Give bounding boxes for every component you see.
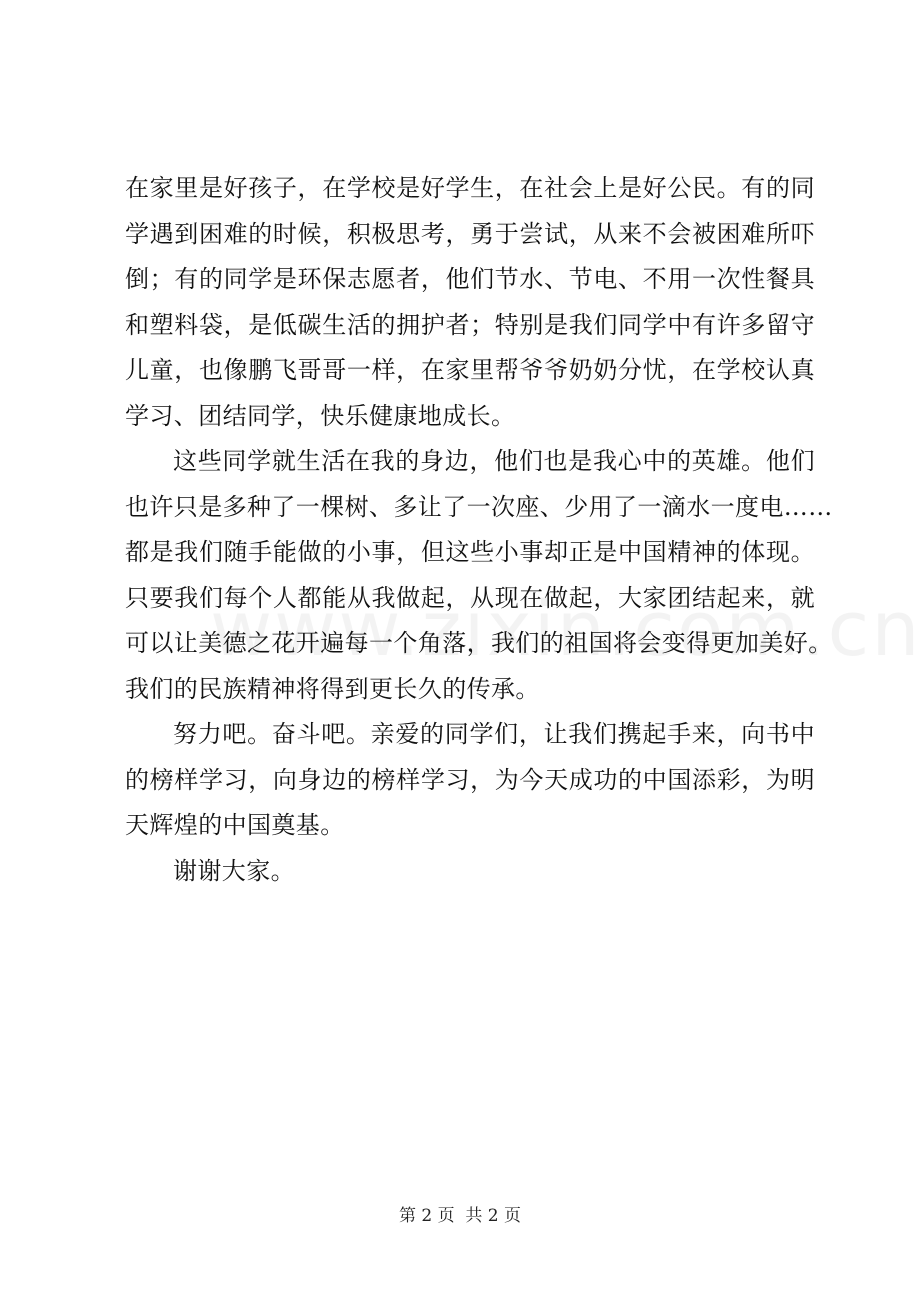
text-line: 也许只是多种了一棵树、多让了一次座、少用了一滴水一度电…… bbox=[125, 492, 833, 521]
text-line: 天辉煌的中国奠基。 bbox=[125, 811, 345, 839]
paragraph-1 bbox=[125, 166, 815, 439]
text-line: 谢谢大家。 bbox=[173, 856, 295, 885]
text-line: 和塑料袋，是低碳生活的拥护者；特别是我们同学中有许多留守 bbox=[125, 310, 815, 339]
text-line: 这些同学就生活在我的身边，他们也是我心中的英雄。他们 bbox=[173, 447, 815, 475]
paragraph-2 bbox=[125, 439, 833, 712]
text-line: 学遇到困难的时候，积极思考，勇于尝试，从来不会被困难所吓 bbox=[125, 219, 815, 248]
text-line: 都是我们随手能做的小事，但这些小事却正是中国精神的体现。 bbox=[125, 538, 815, 566]
page-footer: 第 2 页 共 2 页 bbox=[398, 1206, 522, 1226]
text-line: 努力吧。奋斗吧。亲爱的同学们，让我们携起手来，向书中 bbox=[173, 720, 815, 748]
text-line: 只要我们每个人都能从我做起，从现在做起，大家团结起来，就 bbox=[125, 583, 815, 612]
text-line: 学习、团结同学，快乐健康地成长。 bbox=[125, 401, 516, 430]
paragraph-4 bbox=[125, 849, 815, 895]
paragraph-3 bbox=[125, 712, 815, 849]
text-line: 的榜样学习，向身边的榜样学习，为今天成功的中国添彩，为明 bbox=[125, 765, 815, 794]
body-text bbox=[125, 166, 833, 894]
text-line: 儿童，也像鹏飞哥哥一样，在家里帮爷爷奶奶分忧，在学校认真 bbox=[125, 356, 815, 384]
text-line: 在家里是好孩子，在学校是好学生，在社会上是好公民。有的同 bbox=[125, 174, 815, 202]
text-line: 可以让美德之花开遍每一个角落，我们的祖国将会变得更加美好。 bbox=[125, 629, 833, 657]
text-line: 我们的民族精神将得到更长久的传承。 bbox=[125, 674, 540, 703]
text-line: 倒；有的同学是环保志愿者，他们节水、节电、不用一次性餐具 bbox=[125, 265, 815, 293]
